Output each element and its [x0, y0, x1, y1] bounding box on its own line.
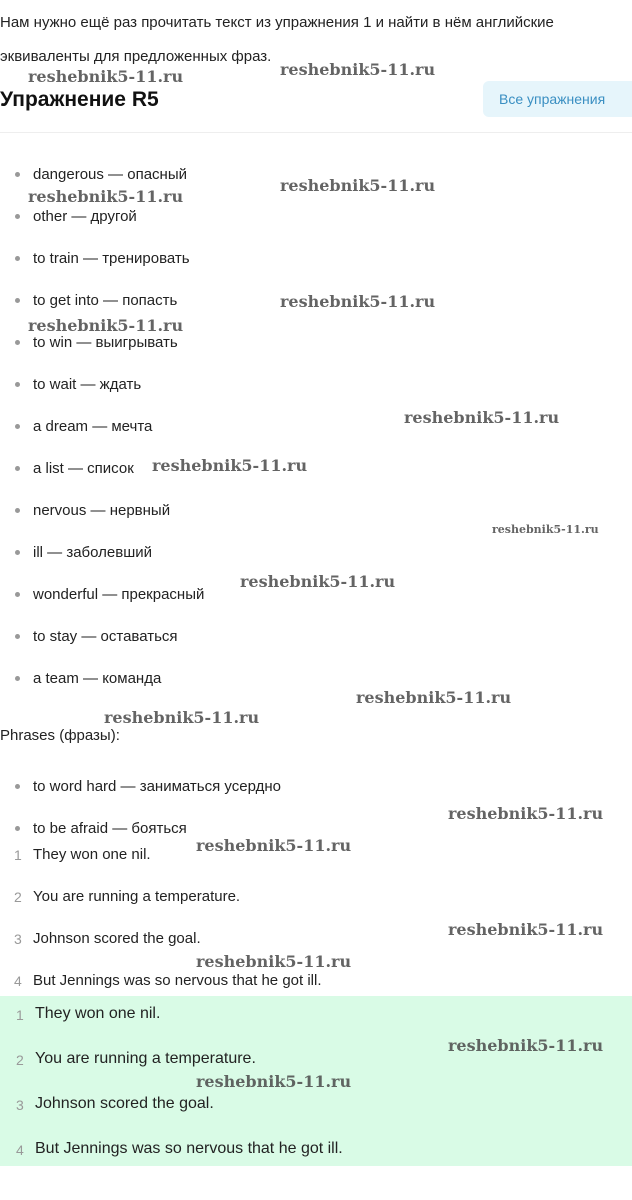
intro-line-1: Нам нужно ещё раз прочитать текст из упражнения 1 и найти в нём английские	[0, 14, 554, 31]
list-item: wonderful — прекрасный	[33, 586, 205, 603]
list-item: nervous — нервный	[33, 502, 171, 519]
watermark: reshebnik5-11.ru	[280, 176, 436, 195]
list-item: a team — команда	[33, 670, 162, 687]
divider	[0, 132, 632, 133]
watermark: reshebnik5-11.ru	[152, 456, 308, 475]
bullet-icon	[15, 340, 20, 345]
list-item: a dream — мечта	[33, 418, 153, 435]
list-item: to be afraid — бояться	[33, 820, 187, 837]
list-item: to train — тренировать	[33, 250, 190, 267]
list-item: to stay — оставаться	[33, 628, 178, 645]
list-item: to win — выигрывать	[33, 334, 178, 351]
watermark: reshebnik5-11.ru	[492, 523, 599, 536]
answer-item: But Jennings was so nervous that he got ill.	[35, 1140, 343, 1157]
bullet-icon	[15, 508, 20, 513]
answer-item: You are running a temperature.	[35, 1050, 256, 1067]
list-item: a list — список	[33, 460, 134, 477]
bullet-icon	[15, 298, 20, 303]
list-item: They won one nil.	[33, 846, 151, 863]
watermark: reshebnik5-11.ru	[448, 804, 604, 823]
watermark: reshebnik5-11.ru	[196, 952, 352, 971]
bullet-icon	[15, 172, 20, 177]
list-number: 4	[14, 973, 22, 989]
list-number: 1	[16, 1007, 24, 1023]
list-number: 1	[14, 847, 22, 863]
bullet-icon	[15, 784, 20, 789]
bullet-icon	[15, 214, 20, 219]
bullet-icon	[15, 592, 20, 597]
intro-line-2: эквиваленты для предложенных фраз.	[0, 48, 272, 65]
list-item: You are running a temperature.	[33, 888, 241, 905]
watermark: reshebnik5-11.ru	[28, 316, 184, 335]
list-number: 3	[16, 1097, 24, 1113]
answer-item: Johnson scored the goal.	[35, 1095, 214, 1112]
phrases-heading: Phrases (фразы):	[0, 727, 120, 744]
list-number: 4	[16, 1142, 24, 1158]
bullet-icon	[15, 634, 20, 639]
watermark: reshebnik5-11.ru	[104, 708, 260, 727]
watermark: reshebnik5-11.ru	[448, 1036, 604, 1055]
list-item: dangerous — опасный	[33, 166, 187, 183]
bullet-icon	[15, 382, 20, 387]
bullet-icon	[15, 466, 20, 471]
watermark: reshebnik5-11.ru	[280, 292, 436, 311]
watermark: reshebnik5-11.ru	[448, 920, 604, 939]
list-number: 2	[14, 889, 22, 905]
answer-item: They won one nil.	[35, 1005, 161, 1022]
bullet-icon	[15, 256, 20, 261]
watermark: reshebnik5-11.ru	[404, 408, 560, 427]
bullet-icon	[15, 550, 20, 555]
list-item: But Jennings was so nervous that he got ill.	[33, 972, 322, 989]
list-item: to wait — ждать	[33, 376, 142, 393]
bullet-icon	[15, 424, 20, 429]
watermark: reshebnik5-11.ru	[196, 836, 352, 855]
all-exercises-button[interactable]: Все упражнения	[483, 81, 632, 117]
list-item: to get into — попасть	[33, 292, 178, 309]
bullet-icon	[15, 676, 20, 681]
watermark: reshebnik5-11.ru	[280, 60, 436, 79]
list-item: other — другой	[33, 208, 137, 225]
list-number: 2	[16, 1052, 24, 1068]
list-item: to word hard — заниматься усердно	[33, 778, 281, 795]
page-title: Упражнение R5	[0, 88, 159, 111]
watermark: reshebnik5-11.ru	[240, 572, 396, 591]
watermark: reshebnik5-11.ru	[28, 67, 184, 86]
list-number: 3	[14, 931, 22, 947]
bullet-icon	[15, 826, 20, 831]
watermark: reshebnik5-11.ru	[28, 187, 184, 206]
list-item: Johnson scored the goal.	[33, 930, 201, 947]
watermark: reshebnik5-11.ru	[196, 1072, 352, 1091]
list-item: ill — заболевший	[33, 544, 153, 561]
watermark: reshebnik5-11.ru	[356, 688, 512, 707]
